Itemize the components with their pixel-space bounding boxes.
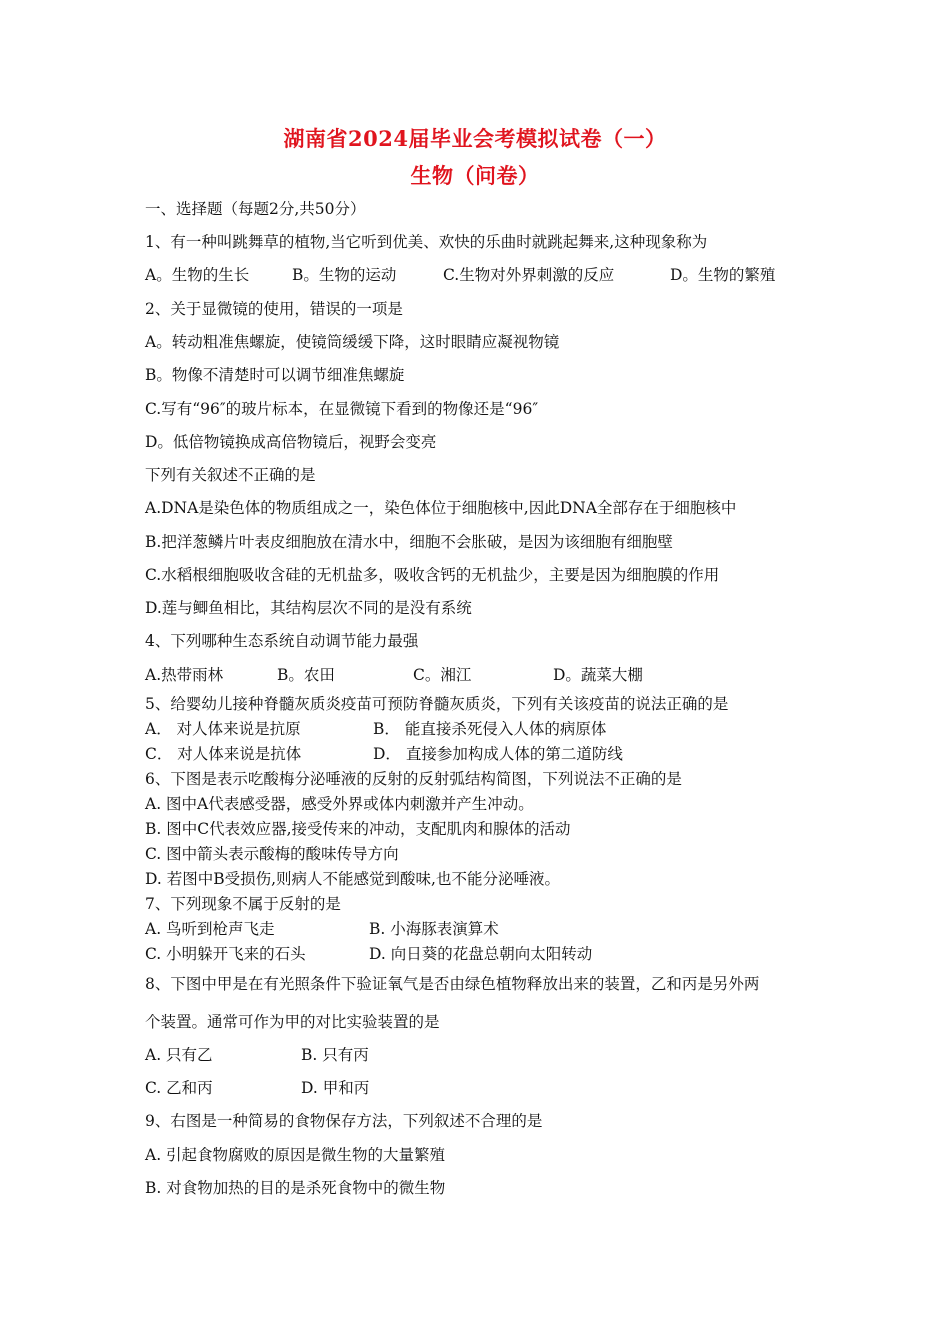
option-a: A。生物的生长 <box>145 266 250 284</box>
option-d: D. 甲和丙 <box>301 1079 370 1097</box>
question-9-option-b: B. 对食物加热的目的是杀死食物中的微生物 <box>145 1179 446 1197</box>
question-9-stem: 9、右图是一种简易的食物保存方法，下列叙述不合理的是 <box>145 1112 543 1130</box>
question-6-option-d: D. 若图中B受损伤,则病人不能感觉到酸味,也不能分泌唾液。 <box>145 870 560 888</box>
option-c: C. 乙和丙 <box>145 1079 213 1097</box>
question-3-option-a: A.DNA是染色体的物质组成之一，染色体位于细胞核中,因此DNA全部存在于细胞核中 <box>145 499 737 517</box>
question-5-stem: 5、给婴幼儿接种脊髓灰质炎疫苗可预防脊髓灰质炎，下列有关该疫苗的说法正确的是 <box>145 695 729 713</box>
question-2-option-a: A。转动粗准焦螺旋，使镜筒缓缓下降，这时眼睛应凝视物镜 <box>145 333 560 351</box>
option-a: A． 对人体来说是抗原 <box>145 720 301 738</box>
option-b: B. 小海豚表演算术 <box>369 920 499 938</box>
option-c: C． 对人体来说是抗体 <box>145 745 302 763</box>
question-2-stem: 2、关于显微镜的使用，错误的一项是 <box>145 300 403 318</box>
question-1-stem: 1、有一种叫跳舞草的植物,当它听到优美、欢快的乐曲时就跳起舞来,这种现象称为 <box>145 233 708 251</box>
question-7-stem: 7、下列现象不属于反射的是 <box>145 895 341 913</box>
question-3-option-c: C.水稻根细胞吸收含硅的无机盐多，吸收含钙的无机盐少，主要是因为细胞膜的作用 <box>145 566 720 584</box>
question-2-option-d: D。低倍物镜换成高倍物镜后，视野会变亮 <box>145 433 437 451</box>
question-6-option-a: A. 图中A代表感受器，感受外界或体内刺激并产生冲动。 <box>145 795 534 813</box>
question-3-stem: 下列有关叙述不正确的是 <box>145 466 316 484</box>
option-a: A.热带雨林 <box>145 666 224 684</box>
question-3-option-b: B.把洋葱鳞片叶表皮细胞放在清水中，细胞不会胀破，是因为该细胞有细胞壁 <box>145 533 673 551</box>
question-6-option-b: B. 图中C代表效应器,接受传来的冲动，支配肌肉和腺体的活动 <box>145 820 571 838</box>
question-2-option-b: B。物像不清楚时可以调节细准焦螺旋 <box>145 366 405 384</box>
question-4-stem: 4、下列哪种生态系统自动调节能力最强 <box>145 632 419 650</box>
option-d: D。蔬菜大棚 <box>553 666 643 684</box>
question-8-stem-line2: 个装置。通常可作为甲的对比实验装置的是 <box>145 1013 440 1031</box>
option-b: B． 能直接杀死侵入人体的病原体 <box>373 720 607 738</box>
option-b: B。生物的运动 <box>292 266 397 284</box>
option-d: D。生物的繁殖 <box>670 266 776 284</box>
question-6-option-c: C. 图中箭头表示酸梅的酸味传导方向 <box>145 845 399 863</box>
option-a: A. 只有乙 <box>145 1046 213 1064</box>
option-c: C. 小明躲开飞来的石头 <box>145 945 306 963</box>
option-c: C.生物对外界刺激的反应 <box>443 266 615 284</box>
question-9-option-a: A. 引起食物腐败的原因是微生物的大量繁殖 <box>145 1146 446 1164</box>
option-a: A. 鸟听到枪声飞走 <box>145 920 275 938</box>
option-d: D. 向日葵的花盘总朝向太阳转动 <box>369 945 593 963</box>
exam-title: 湖南省2024届毕业会考模拟试卷（一） <box>283 126 667 151</box>
option-b: B. 只有丙 <box>301 1046 369 1064</box>
option-d: D． 直接参加构成人体的第二道防线 <box>373 745 623 763</box>
option-b: B。农田 <box>277 666 335 684</box>
question-6-stem: 6、下图是表示吃酸梅分泌唾液的反射的反射弧结构简图，下列说法不正确的是 <box>145 770 682 788</box>
section-heading: 一、选择题（每题2分,共50分） <box>145 200 366 218</box>
question-2-option-c: C.写有“96″的玻片标本，在显微镜下看到的物像还是“96″ <box>145 400 539 418</box>
exam-subtitle: 生物（问卷） <box>410 163 540 188</box>
question-3-option-d: D.莲与鲫鱼相比，其结构层次不同的是没有系统 <box>145 599 472 617</box>
option-c: C。湘江 <box>413 666 472 684</box>
question-8-stem-line1: 8、下图中甲是在有光照条件下验证氧气是否由绿色植物释放出来的装置，乙和丙是另外两 <box>145 975 760 993</box>
